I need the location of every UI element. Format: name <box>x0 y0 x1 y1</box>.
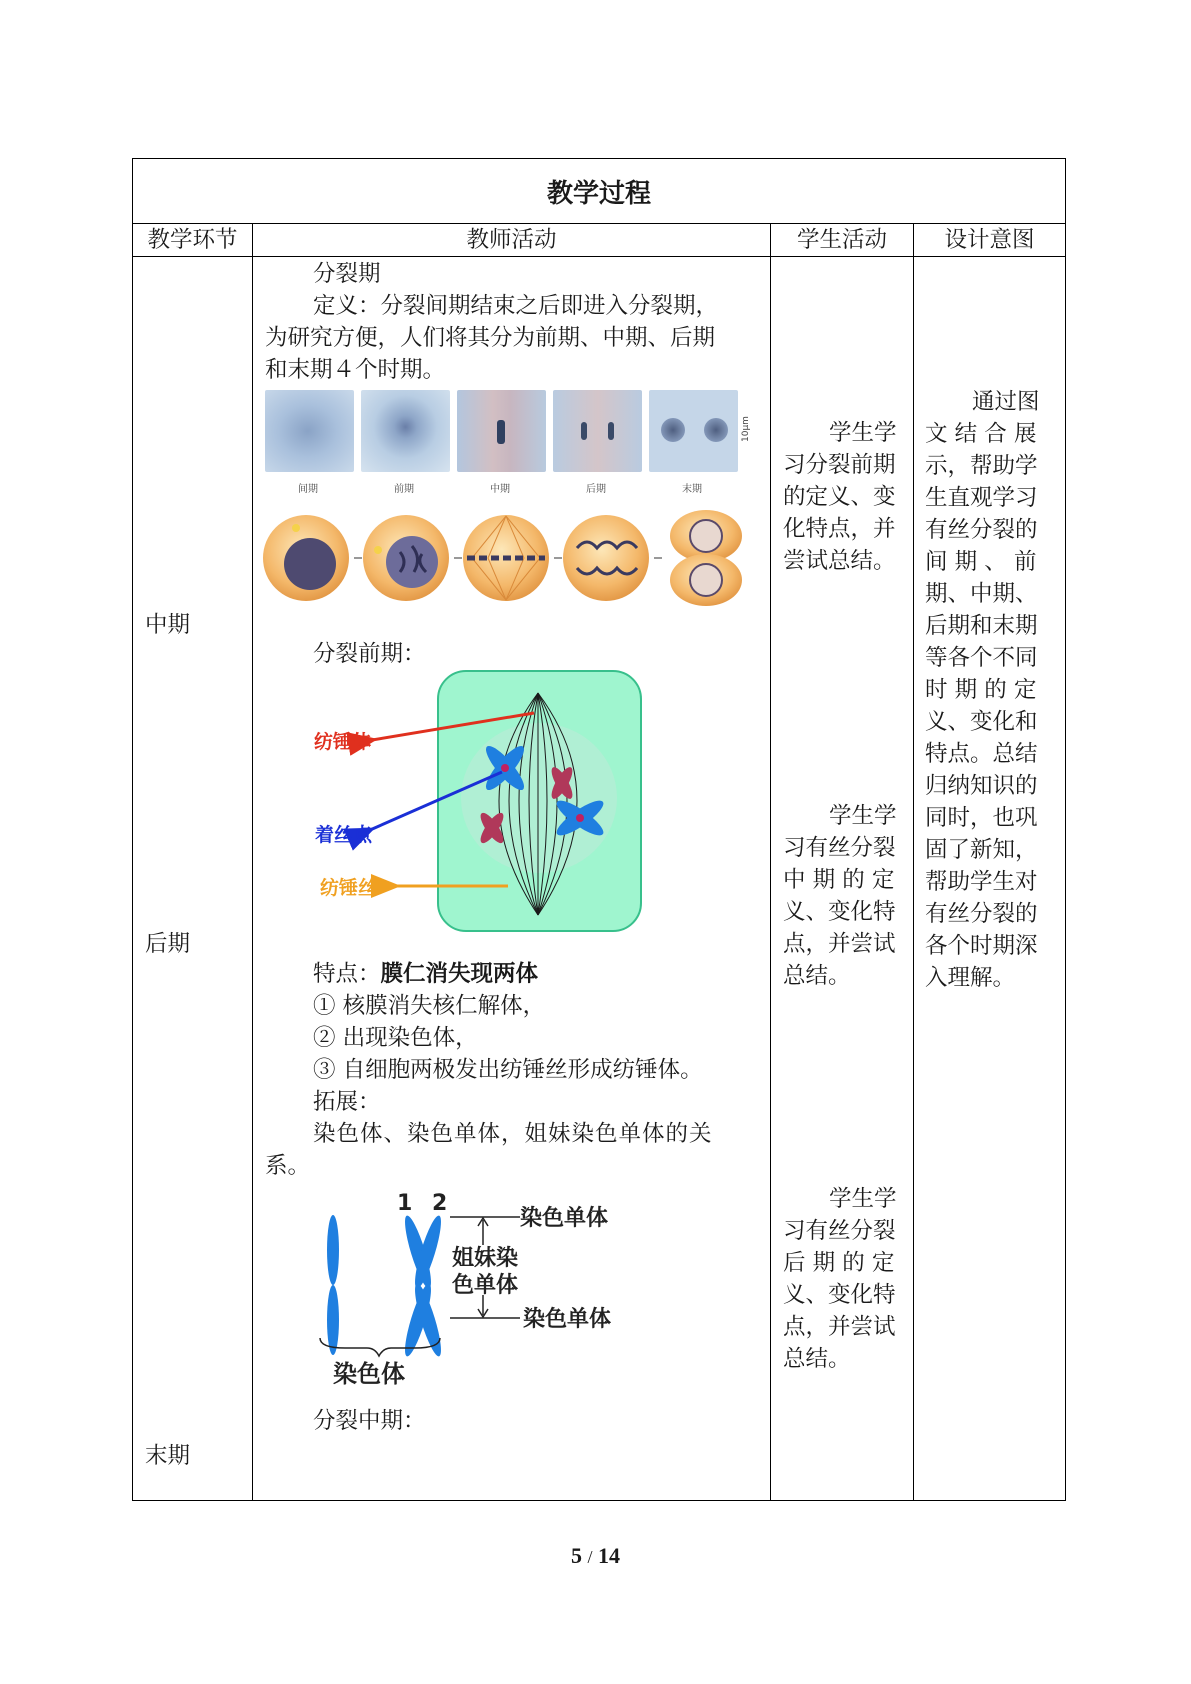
header-stage: 教学环节 <box>147 227 238 253</box>
label-chromosome: 染色体 <box>333 1360 405 1388</box>
metaphase-title: 分裂中期： <box>313 1408 426 1434</box>
label-centromere: 着丝点 <box>315 824 373 846</box>
relation-line-2: 系。 <box>265 1153 311 1179</box>
stage-late: 后期 <box>145 931 191 957</box>
micrograph-interphase <box>265 390 354 472</box>
stage-mid: 中期 <box>145 612 191 638</box>
chromosome-brace <box>320 1338 440 1356</box>
prophase-spindle-diagram <box>300 668 650 938</box>
label-sister-1: 姐妹染 <box>452 1246 519 1271</box>
feature-prefix: 特点： <box>313 961 381 987</box>
col-divider-2 <box>770 223 771 1501</box>
feature-line <box>313 958 538 990</box>
table-border-bottom <box>132 1500 1066 1501</box>
cell-metaphase <box>463 515 549 601</box>
col-divider-1 <box>252 223 253 1501</box>
table-title: 教学过程 <box>546 179 651 209</box>
label-fiber: 纺锤丝 <box>320 877 378 899</box>
feature-item-1: ① 核膜消失核仁解体， <box>313 993 546 1019</box>
label-chromatid-top: 染色单体 <box>520 1206 609 1231</box>
micro-label-telophase: 末期 <box>682 484 702 495</box>
chromatid-number-2: 2 <box>432 1191 448 1216</box>
micrograph-strip <box>265 390 751 495</box>
teacher-phase-heading: 分裂期 <box>313 261 381 287</box>
cell-stage-illustrations <box>262 508 742 608</box>
table-border-right <box>1065 158 1066 1501</box>
col-divider-3 <box>913 223 914 1501</box>
page-current: 5 <box>570 1543 582 1568</box>
feature-mnemonic: 膜仁消失现两体 <box>380 961 539 987</box>
header-design: 设计意图 <box>944 227 1035 253</box>
label-sister-2: 色单体 <box>452 1273 519 1298</box>
page-separator: / <box>587 1547 593 1567</box>
double-chromosome <box>400 1214 446 1359</box>
cell-interphase <box>263 515 349 601</box>
teacher-definition-1: 定义：分裂间期结束之后即进入分裂期， <box>313 293 719 319</box>
label-spindle: 纺锤体 <box>314 731 372 753</box>
table-border-left <box>132 158 133 1501</box>
page-number <box>0 1543 1191 1569</box>
scale-label: 10μm <box>741 416 751 442</box>
stage-end: 末期 <box>145 1443 191 1469</box>
page-total: 14 <box>598 1543 620 1568</box>
header-student: 学生活动 <box>796 227 887 253</box>
table-border-top <box>132 158 1066 159</box>
micro-label-interphase: 间期 <box>298 484 318 495</box>
micro-label-metaphase: 中期 <box>490 484 510 495</box>
teacher-definition-3: 和末期４个时期。 <box>265 357 446 383</box>
micrograph-telophase <box>649 390 738 472</box>
table-border-header-bottom <box>132 256 1066 257</box>
micro-label-prophase: 前期 <box>394 484 414 495</box>
single-chromosome <box>327 1215 339 1355</box>
micrograph-metaphase <box>457 390 546 472</box>
chromatid-number-1: 1 <box>397 1191 413 1216</box>
cell-telophase <box>670 510 742 606</box>
prophase-title: 分裂前期： <box>313 641 426 667</box>
teacher-definition-2: 为研究方便，人们将其分为前期、中期、后期 <box>265 325 716 351</box>
cell-prophase <box>363 515 449 601</box>
micrograph-anaphase <box>553 390 642 472</box>
label-chromatid-bottom: 染色单体 <box>523 1307 612 1332</box>
micrograph-prophase <box>361 390 450 472</box>
cell-anaphase <box>563 515 649 601</box>
header-teacher: 教师活动 <box>466 227 557 253</box>
expand-heading: 拓展： <box>313 1089 381 1115</box>
chromosome-relation-diagram <box>315 1190 655 1390</box>
feature-item-3: ③ 自细胞两极发出纺锤丝形成纺锤体。 <box>313 1057 703 1083</box>
feature-item-2: ② 出现染色体， <box>313 1025 478 1051</box>
relation-line-1: 染色体、染色单体，姐妹染色单体的关 <box>313 1121 713 1147</box>
micro-label-anaphase: 后期 <box>586 484 606 495</box>
